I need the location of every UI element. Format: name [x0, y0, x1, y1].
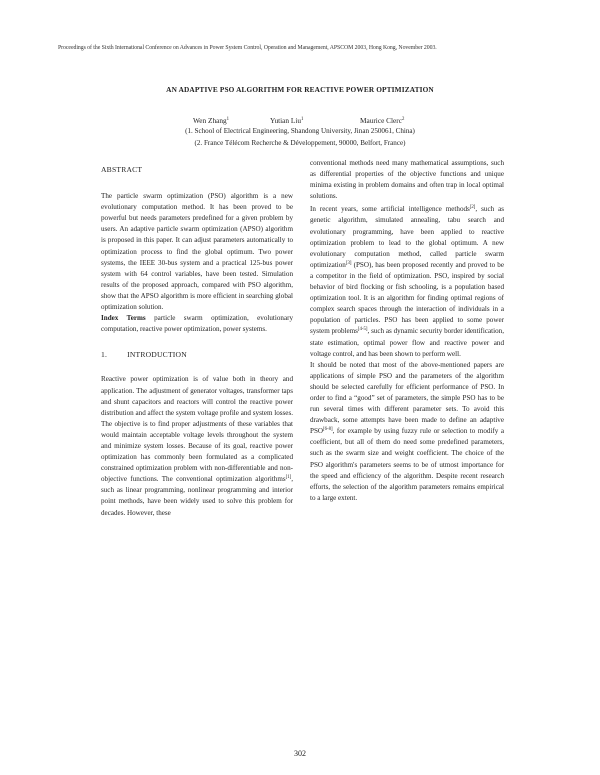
right-text-3 [310, 360, 504, 504]
index-terms-label: Index Terms [101, 314, 146, 323]
right-text-2a: In recent years, some artificial intelligence methods [310, 205, 470, 214]
intro-text-a: Reactive power optimization is of value both in theory and application. The adjustment of generator voltages, transformer taps and shunt capacitors and reactors will control the reactive power distribution and affect the system voltage profile and system losses. The objective is to find proper adjustments of these variables that would maintain acceptable voltage levels throughout the system and minimize system losses. Because of its goal, reactive power optimization has commonly been formulated as a complicated constrained optimization problem with non-differentiable and non-objective functions. The conventional optimization algorithms [101, 375, 293, 484]
author-mark: 2 [401, 117, 405, 122]
intro-heading [101, 349, 293, 360]
abstract-text [101, 191, 293, 313]
citation: [3] [345, 260, 352, 266]
right-text-2b: , such as genetic algorithm, simulated annealing, tabu search and evolutionary programming, have been applied to reactive optimization problem to lead to the global optimum. A new evolutionary computation method, called particle swarm optimization [310, 205, 504, 269]
author-mark: 1 [226, 117, 230, 122]
citation: [2] [469, 205, 476, 211]
running-head: Proceedings of the Sixth International Conference on Advances in Power System Control, Operation and Management, APSCOM 2003, Hong Kong, November 2003. [58, 45, 437, 51]
affiliation-2: (2. France Télécom Recherche & Développement, 90000, Belfort, France) [194, 139, 406, 147]
right-text-3a: It should be noted that most of the above-mentioned papers are applications of simple PSO and the parameters of the algorithm should be selected carefully for efficient performance of PSO. In order to find a “good” set of parameters, the simple PSO has to be run several times with different parameter sets. To avoid this drawback, some attempts have been made to define an adaptive PSO [310, 360, 504, 436]
intro-text [101, 374, 293, 518]
citation: [6-8] [323, 427, 333, 433]
left-column [101, 164, 293, 519]
citation: [1] [285, 475, 292, 481]
author-mark: 1 [301, 117, 304, 122]
intro-text-b: , such as linear programming, nonlinear programming and interior point methods, have been widely used to solve this problem for decades. However, these [101, 475, 293, 517]
author-3 [360, 116, 404, 125]
paper-title: AN ADAPTIVE PSO ALGORITHM FOR REACTIVE POWER OPTIMIZATION [166, 85, 434, 94]
right-text-1a: conventional methods need many mathematical assumptions, such as differential properties of the objective functions and unique minima existing in problem domains and often trap in local optimal solutions. [310, 159, 504, 201]
right-column [310, 158, 504, 504]
index-terms-text: particle swarm optimization, evolutionary computation, reactive power optimization, power systems. [101, 314, 294, 334]
intro-number: 1. [101, 350, 108, 360]
abstract-text-a: The particle swarm optimization (PSO) algorithm is a new evolutionary computation method. It has been proved to be powerful but needs parameters predefined for a given problem by users. An adaptive particle swarm optimization (APSO) algorithm is proposed in this paper. It can adjust parameters automatically to optimization process to find the global optimum. Two power systems, the IEEE 30-bus system and a practical 125-bus power system with 64 control variables, have been tested. Simulation results of the proposed approach, compared with PSO algorithm, show that the APSO algorithm is more efficient in searching global optimization solution. [101, 192, 293, 312]
right-text-3b: , for example by using fuzzy rule or selection to modify a coefficient, but all of them do need some predefined parameters, such as the swarm size and weight coefficient. The choice of the PSO algorithm's parameters seems to be of utmost importance for the speed and efficiency of the algorithm. Despite recent research efforts, the selection of the algorithm parameters remains empirical to a large extent. [310, 427, 504, 502]
index-terms [101, 313, 293, 335]
page-number: 302 [294, 749, 306, 758]
right-text-2c: (PSO), has been proposed recently and proved to be a competitor in the field of optimization. PSO, inspired by social behavior of bird flocking or fish schooling, is a population based optimization tool. It is an algorithm for finding optimal regions of complex search spaces through the interaction of individuals in a population of particles. PSO has been applied to some power system problems [310, 260, 504, 336]
author-name: Wen Zhang [193, 116, 227, 125]
author-name: Yutian Liu [270, 116, 302, 125]
author-2 [270, 116, 303, 125]
right-text-1 [310, 158, 504, 202]
citation: [4-5] [357, 327, 368, 333]
right-text-2 [310, 204, 504, 359]
author-1 [193, 116, 229, 125]
affiliation-1: (1. School of Electrical Engineering, Shandong University, Jinan 250061, China) [185, 127, 415, 135]
abstract-heading: ABSTRACT [101, 165, 143, 174]
intro-title: INTRODUCTION [127, 350, 187, 360]
right-text-2d: , such as dynamic security border identification, state estimation, optimal power flow and reactive power and voltage control, and has been shown to perform well. [310, 327, 504, 358]
author-name: Maurice Clerc [360, 116, 402, 125]
